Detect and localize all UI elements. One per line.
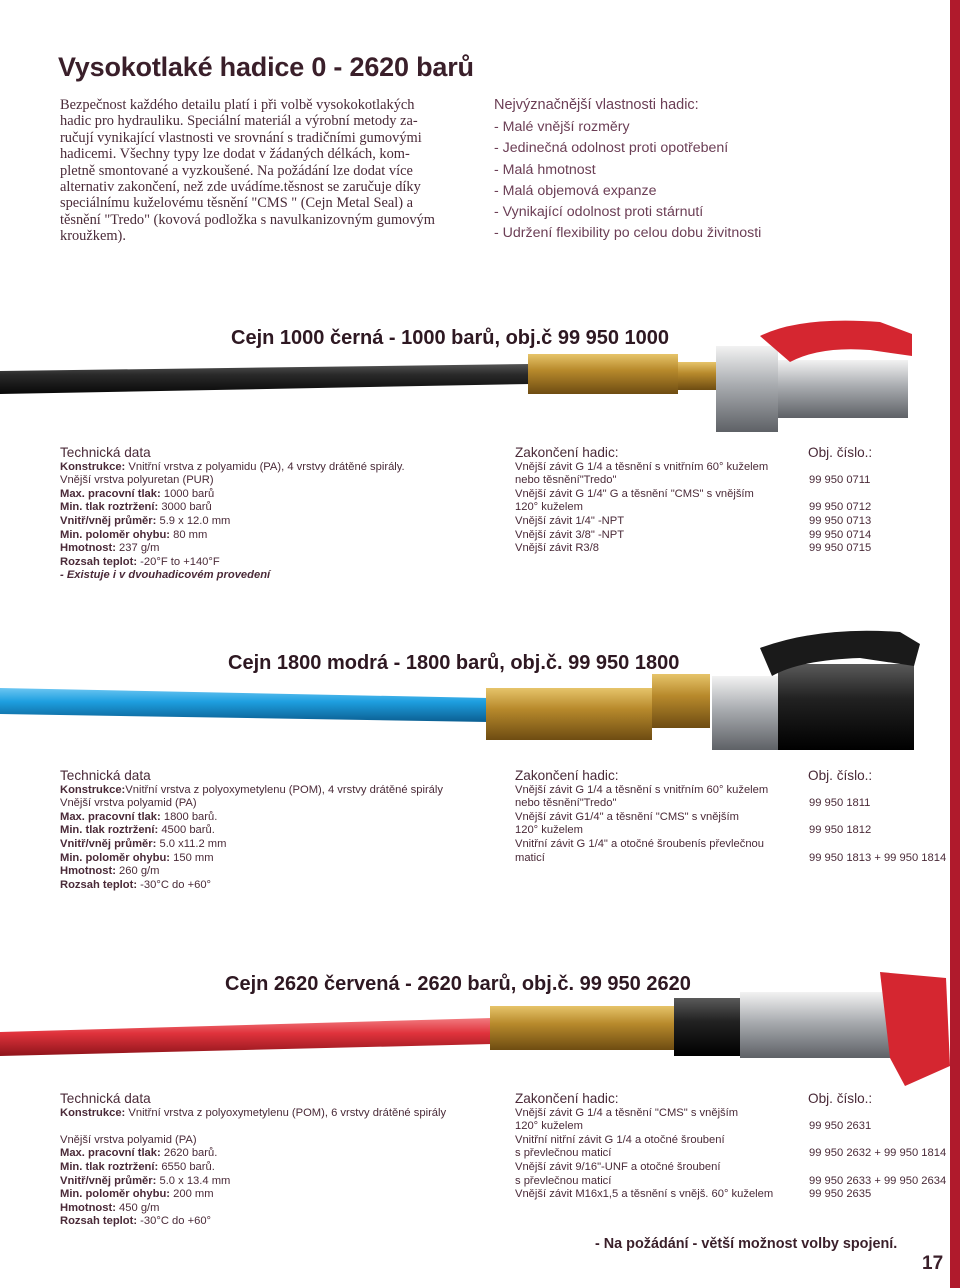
tech-data-heading: Technická data: [60, 1091, 151, 1106]
spec-line: Hmotnost: 237 g/m: [60, 542, 160, 555]
spec-line: Min. tlak roztržení: 6550 barů.: [60, 1160, 215, 1173]
protective-cap: [760, 321, 912, 362]
ending-row: 120° kuželem 99 950 0712: [515, 501, 872, 514]
ending-row: Vnější závit R3/8 99 950 0715: [515, 542, 872, 555]
tech-data-heading: Technická data: [60, 768, 151, 783]
order-number: 99 950 0712: [809, 501, 872, 514]
hose-image-black: [0, 316, 955, 456]
hose-image-blue: [0, 628, 955, 758]
brass-ferrule: [490, 1006, 674, 1050]
intro-line: kroužkem).: [60, 228, 126, 245]
brass-ferrule: [486, 688, 652, 740]
ending-row: Vnitřní závit G 1/4" a otočné šroubenís převlečnou: [515, 837, 764, 850]
order-number: 99 950 2631: [809, 1120, 872, 1133]
brass-nut: [652, 674, 710, 728]
order-number: 99 950 1811: [809, 797, 871, 810]
order-number-heading: Obj. číslo.:: [808, 445, 873, 460]
hose-image-red: [0, 958, 955, 1098]
spec-line: Min. poloměr ohybu: 80 mm: [60, 528, 208, 541]
order-number-heading: Obj. číslo.:: [808, 768, 873, 783]
spec-spacer: [60, 1120, 490, 1134]
tech-data-1800: [60, 769, 490, 892]
intro-line: hadicemi. Všechny typy lze dodat v žádaných délkách, kom-: [60, 146, 410, 163]
ending-row: Vnitřní nitřní závit G 1/4 a otočné šroubení: [515, 1133, 725, 1146]
spec-line: Max. pracovní tlak: 1800 barů.: [60, 810, 218, 823]
spec-line: Rozsah teplot: -30°C do +60°: [60, 878, 212, 891]
spec-line: Min. poloměr ohybu: 150 mm: [60, 851, 214, 864]
spec-line: Max. pracovní tlak: 2620 barů.: [60, 1147, 218, 1160]
order-number: 99 950 0711: [809, 474, 871, 487]
endings-2620: [515, 1091, 947, 1202]
coupling-body: [778, 360, 908, 418]
spec-line: Hmotnost: 260 g/m: [60, 865, 160, 878]
property-item: - Udržení flexibility po celou dobu živitnosti: [494, 225, 762, 242]
brass-nut: [678, 362, 716, 390]
order-number-heading: Obj. číslo.:: [808, 1091, 873, 1106]
product-title-2620: Cejn 2620 červená - 2620 barů, obj.č. 99 950 2620: [225, 973, 691, 995]
intro-line: těsnění "Tredo" (kovová podložka s navulkanizovným gumovým: [60, 211, 435, 228]
spec-line: Vnitř/vněj průměr: 5.9 x 12.0 mm: [60, 514, 231, 527]
ending-row: Vnější závit G 1/4 a těsnění s vnitřním 60° kuželem: [515, 460, 769, 473]
product-title-1800: Cejn 1800 modrá - 1800 barů, obj.č. 99 950 1800: [228, 652, 680, 674]
properties-list: [494, 97, 934, 245]
endings-heading: Zakončení hadic: Obj. číslo.:: [515, 1091, 873, 1106]
hose-body: [0, 688, 488, 722]
property-item: - Malá hmotnost: [494, 161, 596, 178]
ending-row: 120° kuželem 99 950 1812: [515, 824, 872, 837]
ending-row: Vnější závit 3/8" -NPT 99 950 0714: [515, 528, 872, 541]
order-number: 99 950 1813 + 99 950 1814: [809, 851, 947, 864]
spec-line: Vnější vrstva polyamid (PA): [60, 1133, 197, 1146]
page-title: Vysokotlaké hadice 0 - 2620 barů: [58, 52, 474, 82]
order-number: 99 950 0715: [809, 542, 872, 555]
ending-row: s převlečnou maticí 99 950 2632 + 99 950 1814: [515, 1147, 947, 1160]
property-item: - Malé vnější rozměry: [494, 119, 630, 135]
order-number: 99 950 0713: [809, 514, 872, 527]
steel-hex: [716, 346, 778, 432]
ending-row: s převlečnou maticí 99 950 2633 + 99 950 2634: [515, 1174, 947, 1187]
property-item: - Jedinečná odolnost proti opotřebení: [494, 140, 729, 157]
ending-row: Vnější závit G 1/4" G a těsnění "CMS" s vnějším: [515, 487, 754, 500]
order-number: 99 950 1812: [809, 824, 872, 837]
ending-row: Vnější závit M16x1,5 a těsnění s vnějš. 60° kuželem 99 950 2635: [515, 1188, 872, 1201]
ending-row: nebo těsnění"Tredo" 99 950 0711: [515, 474, 871, 487]
order-number: 99 950 2633 + 99 950 2634: [809, 1174, 947, 1187]
product-title-1000: Cejn 1000 černá - 1000 barů, obj.č 99 950 1000: [231, 327, 670, 349]
ending-row: Vnější závit G 1/4 a těsnění s vnitřním 60° kuželem: [515, 783, 769, 796]
intro-line: hadic pro hydrauliku. Speciální materiál a výrobní metody za-: [60, 113, 418, 130]
footer-note: - Na požádání - větší možnost volby spojení.: [595, 1236, 898, 1252]
ending-row: maticí 99 950 1813 + 99 950 1814: [515, 851, 947, 864]
protective-cap: [880, 972, 950, 1086]
order-number: 99 950 2632 + 99 950 1814: [809, 1147, 947, 1160]
intro-line: ručují vynikající vlastnosti ve srovnání s tradičními gumovými: [60, 129, 422, 146]
brass-ferrule: [528, 354, 678, 394]
intro-text: [60, 97, 480, 245]
coupling-body: [778, 664, 914, 750]
ending-row: 120° kuželem 99 950 2631: [515, 1120, 872, 1133]
endings-1800: [515, 768, 947, 865]
order-number: 99 950 0714: [809, 528, 872, 541]
coupling-body: [740, 992, 890, 1058]
property-item: - Vynikající odolnost proti stárnutí: [494, 204, 704, 221]
spec-line: Konstrukce: Vnitřní vrstva z polyamidu (PA), 4 vrstvy drátěné spirály.: [60, 460, 405, 473]
endings-1000: [515, 446, 935, 556]
ending-row: Vnější závit G 1/4 a těsnění "CMS" s vnějším: [515, 1106, 739, 1119]
order-number: 99 950 2635: [809, 1188, 872, 1201]
ending-row: nebo těsnění"Tredo" 99 950 1811: [515, 797, 871, 810]
spec-line: Vnitř/vněj průměr: 5.0 x 13.4 mm: [60, 1174, 231, 1187]
spec-line: Min. tlak roztržení: 3000 barů: [60, 501, 212, 514]
ending-row: Vnější závit 9/16"-UNF a otočné šroubení: [515, 1160, 721, 1173]
tech-data-1000: [60, 446, 490, 583]
intro-line: speciálnímu kuželovému těsnění "CMS " (Cejn Metal Seal) a: [60, 195, 414, 212]
spec-line: Hmotnost: 450 g/m: [60, 1201, 160, 1214]
spec-line: Rozsah teplot: -20°F to +140°F: [60, 555, 220, 568]
steel-hex: [712, 676, 778, 750]
intro-line: pletně smontované a vyzkoušené. Na požádání lze dodat více: [60, 162, 413, 179]
ending-row: Vnější závit 1/4" -NPT 99 950 0713: [515, 514, 872, 527]
page-number: 17: [922, 1253, 944, 1274]
tech-data-2620: [60, 1092, 490, 1229]
spec-line: Vnější vrstva polyuretan (PUR): [60, 474, 214, 487]
endings-heading: Zakončení hadic: Obj. číslo.:: [515, 445, 873, 460]
intro-line: alternativ zakončení, než zde uvádíme.těsnost se zaručuje díky: [60, 179, 421, 196]
spec-line: Max. pracovní tlak: 1000 barů: [60, 487, 215, 500]
hose-body: [0, 1018, 492, 1056]
spec-line: Rozsah teplot: -30°C do +60°: [60, 1215, 212, 1228]
property-item: - Malá objemová expanze: [494, 182, 657, 199]
spec-line: Vnější vrstva polyamid (PA): [60, 797, 197, 810]
endings-heading: Zakončení hadic: Obj. číslo.:: [515, 768, 873, 783]
spec-line: Vnitř/vněj průměr: 5.0 x11.2 mm: [60, 837, 227, 850]
spec-line: Konstrukce:Vnitřní vrstva z polyoxymetylenu (POM), 4 vrstvy drátěné spirály: [60, 783, 443, 796]
ending-row: Vnější závit G1/4" a těsnění "CMS" s vnějším: [515, 810, 739, 823]
properties-title: Nejvýznačnější vlastnosti hadic:: [494, 97, 699, 113]
tech-data-heading: Technická data: [60, 445, 151, 460]
spec-line: Konstrukce: Vnitřní vrstva z polyoxymetylenu (POM), 6 vrstvy drátěné spirály: [60, 1106, 447, 1119]
spec-line: Min. tlak roztržení: 4500 barů.: [60, 824, 215, 837]
spec-note: - Existuje i v dvouhadicovém provedení: [60, 569, 271, 582]
dark-nut: [674, 998, 740, 1056]
hose-body: [0, 364, 530, 394]
spec-line: Min. poloměr ohybu: 200 mm: [60, 1188, 214, 1201]
intro-line: Bezpečnost každého detailu platí i při volbě vysokokotlakých: [60, 97, 415, 113]
